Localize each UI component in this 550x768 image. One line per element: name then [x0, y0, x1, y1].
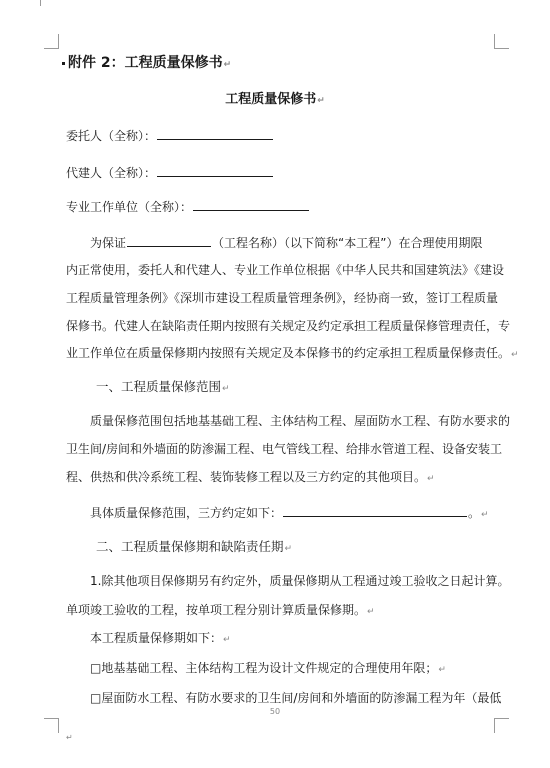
paragraph-mark-icon: ↵ — [284, 544, 293, 554]
paragraph-mark-icon: ↵ — [511, 350, 519, 360]
field-label: 代建人（全称）： — [66, 166, 157, 180]
section-heading-text: 一、工程质量保修范围 — [96, 379, 222, 394]
paragraph-mark-icon: ↵ — [223, 60, 232, 70]
paragraph-mark-icon: ↵ — [438, 665, 446, 675]
paragraph-mark-icon: ↵ — [481, 510, 489, 520]
paragraph-mark-icon: ↵ — [367, 607, 375, 617]
field-label: 专业工作单位（全称）： — [66, 200, 193, 214]
top-edge-mark — [40, 0, 41, 6]
intro-line-1 — [90, 235, 482, 250]
fill-blank — [193, 199, 309, 211]
period-line-text: 单项竣工验收的工程，按单项工程分别计算质量保修期。 — [66, 603, 367, 617]
page-number: 50 — [269, 707, 281, 716]
paragraph-mark-icon: ↵ — [223, 635, 231, 645]
fill-blank — [157, 128, 273, 140]
specific-scope-end: 。 — [468, 506, 481, 520]
intro-line-2: 内正常使用，委托人和代建人、专业工作单位根据《中华人民共和国建筑法》《建设 — [66, 263, 505, 277]
specific-scope-line — [90, 505, 489, 522]
attachment-title-text: 附件 2：工程质量保修书 — [68, 55, 223, 71]
specific-scope-label: 具体质量保修范围，三方约定如下： — [90, 506, 283, 520]
field-agent — [66, 165, 274, 180]
section-2-heading — [96, 540, 292, 556]
scope-line-2: 卫生间/房间和外墙面的防渗漏工程、电气管线工程、给排水管道工程、设备安装工 — [66, 442, 503, 456]
scope-line-1: 质量保修范围包括地基基础工程、主体结构工程、屋面防水工程、有防水要求的 — [90, 414, 511, 428]
fill-blank — [127, 235, 211, 247]
fill-blank — [157, 165, 273, 177]
period-label — [90, 631, 231, 647]
crop-mark-bottom-left — [44, 718, 59, 733]
intro-line-text: 业工作单位在质量保修期内按照有关规定及本保修书的约定承担工程质量保修责任。 — [66, 346, 511, 360]
paragraph-mark-icon: ↵ — [222, 384, 230, 394]
field-client — [66, 128, 274, 143]
period-label-text: 本工程质量保修期如下： — [90, 631, 223, 645]
crop-mark-top-left — [44, 34, 59, 49]
period-line-2 — [66, 603, 375, 619]
attachment-title — [62, 56, 231, 72]
crop-mark-bottom-right — [494, 718, 509, 733]
checkbox-item-waterproof: □屋面防水工程、有防水要求的卫生间/房间和外墙面的防渗漏工程为年（最低 — [90, 691, 502, 705]
paragraph-mark-icon: ↵ — [317, 96, 325, 106]
intro-line-5 — [66, 346, 519, 362]
paragraph-mark-icon: ↵ — [427, 474, 435, 484]
section-heading-text: 二、工程质量保修期和缺陷责任期 — [96, 539, 284, 554]
fill-blank — [283, 505, 467, 517]
field-label: 委托人（全称）： — [66, 129, 157, 143]
document-title-text: 工程质量保修书 — [225, 92, 317, 107]
field-contractor — [66, 199, 310, 214]
intro-line-4: 保修书。代建人在缺陷责任期内按照有关规定及约定承担工程质量保修管理责任，专 — [66, 319, 511, 333]
scope-line-3 — [66, 470, 435, 486]
intro-prefix: 为保证 — [90, 236, 127, 250]
intro-line-3: 工程质量管理条例》《深圳市建设工程质量管理条例》，经协商一致，签订工程质量 — [66, 291, 499, 305]
bullet-marker — [62, 62, 65, 65]
intro-suffix: （工程名称）（以下简称“本工程”）在合理使用期限 — [212, 236, 483, 250]
paragraph-mark-icon: ↵ — [66, 733, 73, 742]
checkbox-item-text: □地基基础工程、主体结构工程为设计文件规定的合理使用年限； — [90, 661, 438, 675]
section-1-heading — [96, 380, 230, 396]
period-line-1: 1.除其他项目保修期另有约定外，质量保修期从工程通过竣工验收之日起计算。 — [90, 574, 510, 588]
checkbox-item-foundation — [90, 661, 446, 677]
scope-line-text: 程、供热和供冷系统工程、装饰装修工程以及三方约定的其他项目。 — [66, 470, 427, 484]
crop-mark-top-right — [494, 34, 509, 49]
document-title — [0, 93, 550, 108]
